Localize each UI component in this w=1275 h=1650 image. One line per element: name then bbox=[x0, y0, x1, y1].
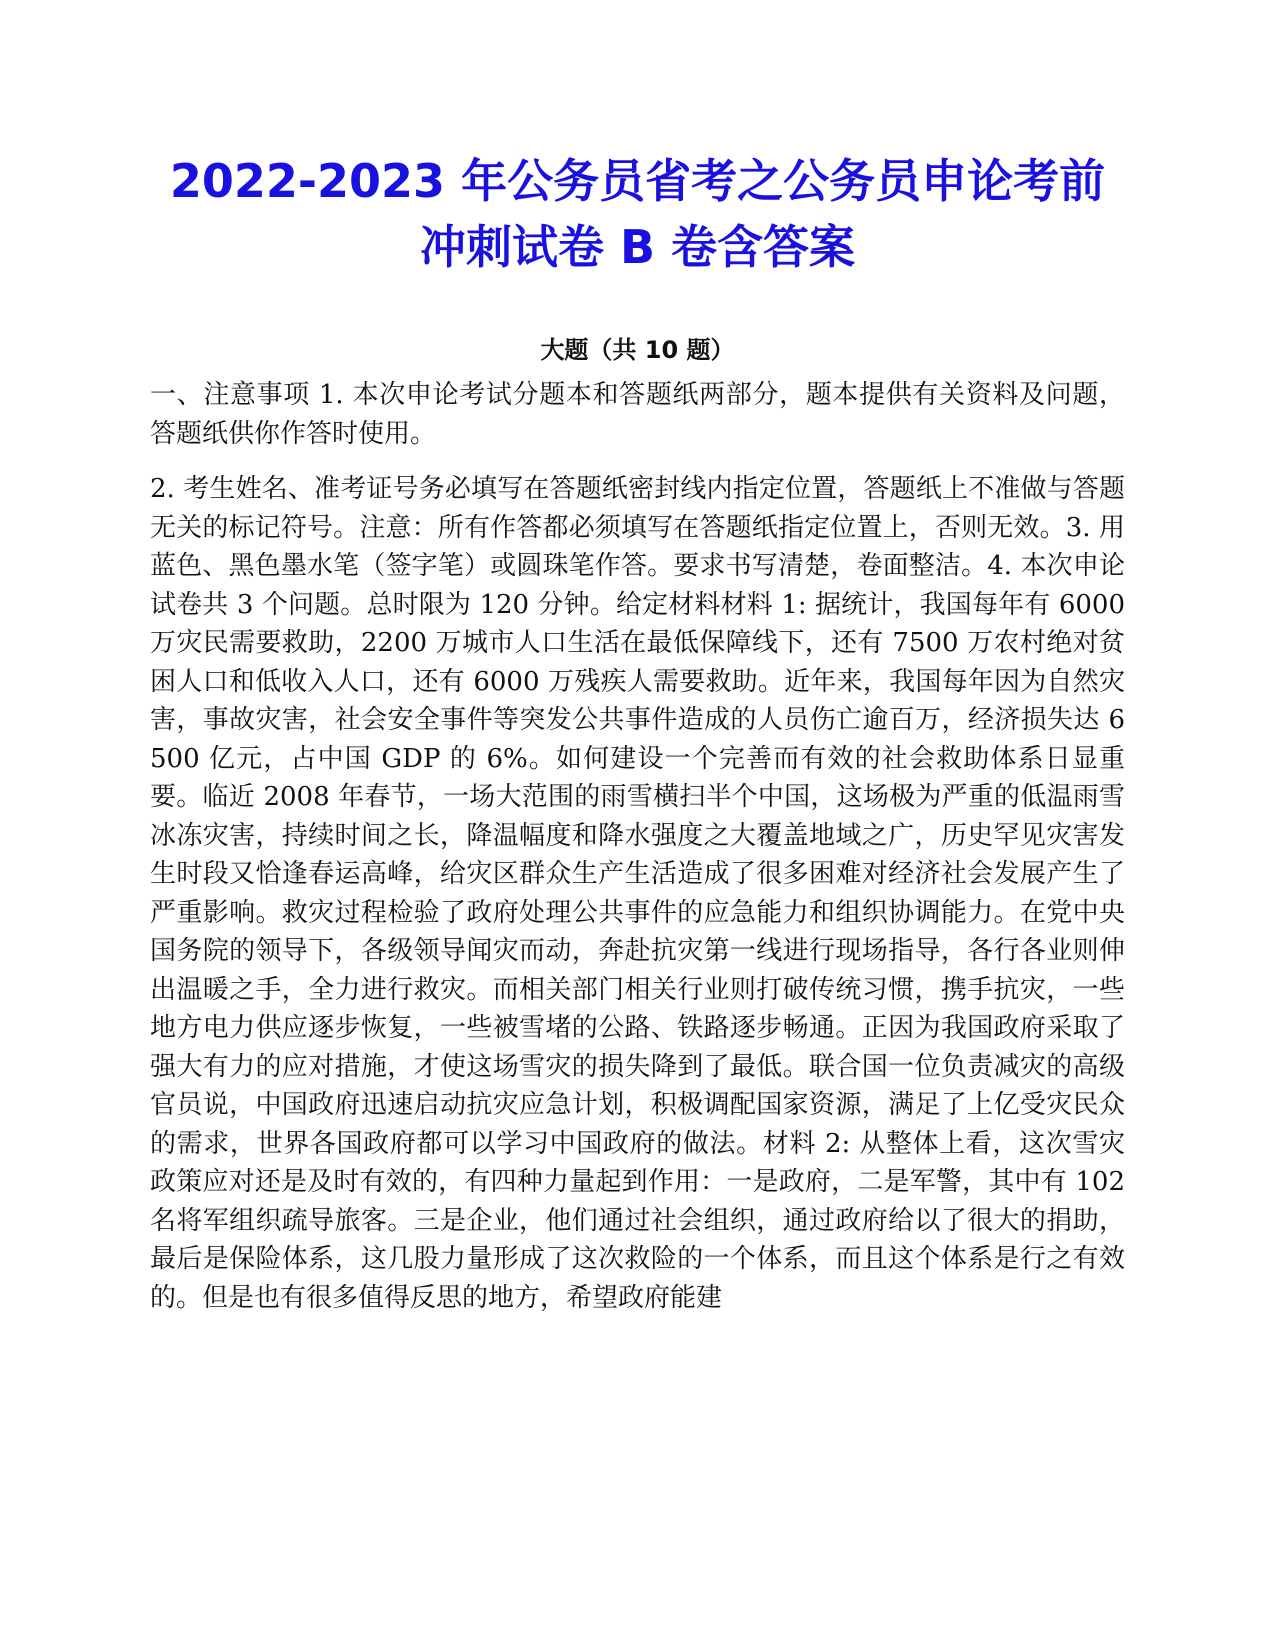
paragraph-instructions-1: 一、注意事项 1. 本次申论考试分题本和答题纸两部分，题本提供有关资料及问题，答题纸供你作答时使用。 bbox=[150, 380, 1125, 449]
document-title-line-2: 冲刺试卷 B 卷含答案 bbox=[419, 220, 856, 274]
section-heading: 大题（共 10 题） bbox=[540, 336, 735, 364]
document-title bbox=[110, 148, 1165, 280]
paragraph-instructions-2-and-materials: 2. 考生姓名、准考证号务必填写在答题纸密封线内指定位置，答题纸上不准做与答题无关的标记符号。注意：所有作答都必须填写在答题纸指定位置上，否则无效。3. 用蓝色、黑色墨水笔（签字笔）或圆珠笔作答。要求书写清楚，卷面整洁。4. 本次申论试卷共 3 个问题。总时限为 120 分钟。给定材料材料 1: 据统计，我国每年有 6000 万灾民需要救助，2200 万城市人口生活在最低保障线下，还有 7500 万农村绝对贫困人口和低收入人口，还有 6000 万残疾人需要救助。近年来，我国每年因为自然灾害，事故灾害，社会安全事件等突发公共事件造成的人员伤亡逾百万，经济损失达 6500 亿元，占中国 GDP 的 6%。如何建设一个完善而有效的社会救助体系日显重要。临近 2008 年春节，一场大范围的雨雪横扫半个中国，这场极为严重的低温雨雪冰冻灾害，持续时间之长，降温幅度和降水强度之大覆盖地域之广，历史罕见灾害发生时段又恰逢春运高峰，给灾区群众生产生活造成了很多困难对经济社会发展产生了严重影响。救灾过程检验了政府处理公共事件的应急能力和组织协调能力。在党中央国务院的领导下，各级领导闻灾而动，奔赴抗灾第一线进行现场指导，各行各业则伸出温暖之手，全力进行救灾。而相关部门相关行业则打破传统习惯，携手抗灾，一些地方电力供应逐步恢复，一些被雪堵的公路、铁路逐步畅通。正因为我国政府采取了强大有力的应对措施，才使这场雪灾的损失降到了最低。联合国一位负责减灾的高级官员说，中国政府迅速启动抗灾应急计划，积极调配国家资源，满足了上亿受灾民众的需求，世界各国政府都可以学习中国政府的做法。材料 2: 从整体上看，这次雪灾政策应对还是及时有效的，有四种力量起到作用：一是政府，二是军警，其中有 102 名将军组织疏导旅客。三是企业，他们通过社会组织，通过政府给以了很大的捐助，最后是保险体系，这几股力量形成了这次救险的一个体系，而且这个体系是行之有效的。但是也有很多值得反思的地方，希望政府能建 bbox=[150, 474, 1125, 1313]
document-title-line-1: 2022-2023 年公务员省考之公务员申论考前 bbox=[169, 154, 1106, 208]
